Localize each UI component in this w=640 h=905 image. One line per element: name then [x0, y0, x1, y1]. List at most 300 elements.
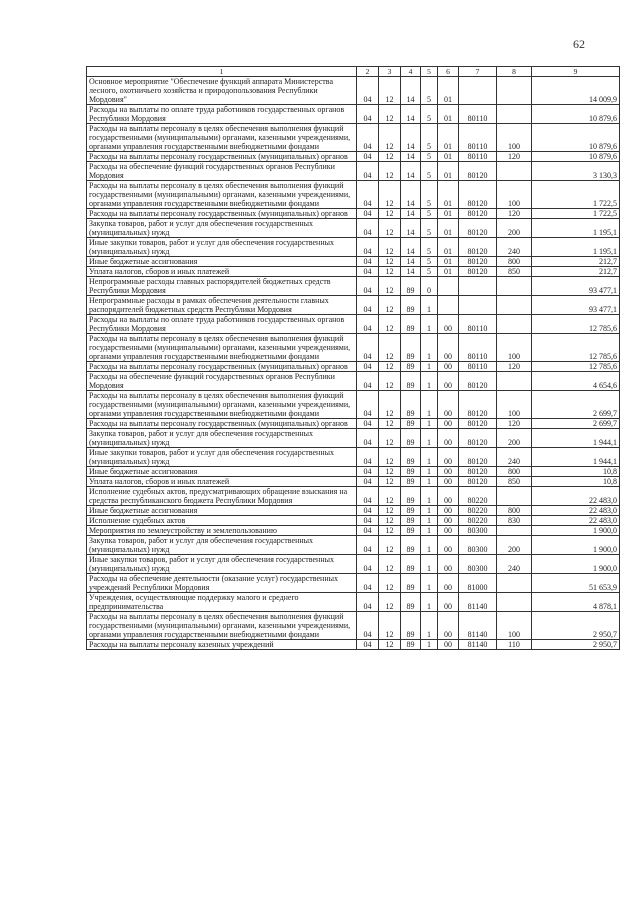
code-cell: 800	[497, 506, 532, 516]
code-cell: 14	[401, 267, 421, 277]
code-cell: 14	[401, 77, 421, 105]
code-cell: 80120	[459, 257, 497, 267]
code-cell: 80220	[459, 487, 497, 506]
amount-cell: 1 900,0	[532, 555, 620, 574]
column-header: 4	[401, 67, 421, 77]
code-cell: 01	[438, 105, 459, 124]
code-cell: 1	[421, 448, 438, 467]
code-cell: 00	[438, 506, 459, 516]
code-cell: 01	[438, 181, 459, 209]
amount-cell: 212,7	[532, 257, 620, 267]
code-cell: 14	[401, 162, 421, 181]
table-row	[87, 536, 620, 555]
code-cell: 12	[379, 152, 401, 162]
row-name-cell: Иные бюджетные ассигнования	[87, 506, 357, 516]
table-row	[87, 448, 620, 467]
row-name-cell: Расходы на выплаты персоналу государственных (муниципальных) органов	[87, 419, 357, 429]
code-cell: 12	[379, 105, 401, 124]
amount-cell: 1 900,0	[532, 536, 620, 555]
table-row	[87, 526, 620, 536]
code-cell: 04	[357, 526, 379, 536]
code-cell: 04	[357, 277, 379, 296]
table-row	[87, 362, 620, 372]
row-name-cell: Иные закупки товаров, работ и услуг для обеспечения государственных (муниципальных) нужд	[87, 555, 357, 574]
code-cell: 80220	[459, 516, 497, 526]
code-cell: 89	[401, 487, 421, 506]
table-row	[87, 506, 620, 516]
code-cell: 04	[357, 555, 379, 574]
code-cell: 12	[379, 296, 401, 315]
code-cell: 04	[357, 419, 379, 429]
code-cell: 80300	[459, 555, 497, 574]
code-cell: 240	[497, 238, 532, 257]
row-name-cell: Непрограммные расходы главных распорядителей бюджетных средств Республики Мордовия	[87, 277, 357, 296]
code-cell: 0	[421, 277, 438, 296]
code-cell: 1	[421, 612, 438, 640]
row-name-cell: Иные бюджетные ассигнования	[87, 257, 357, 267]
code-cell: 240	[497, 555, 532, 574]
code-cell: 1	[421, 477, 438, 487]
code-cell: 14	[401, 181, 421, 209]
table-row	[87, 181, 620, 209]
code-cell: 89	[401, 640, 421, 650]
column-header: 6	[438, 67, 459, 77]
code-cell: 5	[421, 162, 438, 181]
code-cell: 1	[421, 391, 438, 419]
code-cell: 240	[497, 448, 532, 467]
code-cell: 00	[438, 419, 459, 429]
column-header: 5	[421, 67, 438, 77]
code-cell: 00	[438, 477, 459, 487]
table-row	[87, 574, 620, 593]
amount-cell: 1 722,5	[532, 181, 620, 209]
amount-cell: 93 477,1	[532, 296, 620, 315]
amount-cell: 22 483,0	[532, 487, 620, 506]
code-cell: 12	[379, 315, 401, 334]
code-cell	[497, 574, 532, 593]
table-row	[87, 372, 620, 391]
code-cell: 01	[438, 152, 459, 162]
table-row	[87, 105, 620, 124]
code-cell: 1	[421, 516, 438, 526]
code-cell: 01	[438, 209, 459, 219]
code-cell: 04	[357, 467, 379, 477]
code-cell: 01	[438, 238, 459, 257]
code-cell: 01	[438, 257, 459, 267]
code-cell: 5	[421, 152, 438, 162]
code-cell: 80300	[459, 526, 497, 536]
code-cell: 14	[401, 209, 421, 219]
code-cell: 80120	[459, 238, 497, 257]
table-row	[87, 219, 620, 238]
code-cell: 89	[401, 429, 421, 448]
row-name-cell: Расходы на выплаты персоналу казенных учреждений	[87, 640, 357, 650]
code-cell: 00	[438, 487, 459, 506]
amount-cell: 212,7	[532, 267, 620, 277]
table-row	[87, 277, 620, 296]
code-cell	[497, 372, 532, 391]
code-cell: 04	[357, 391, 379, 419]
code-cell: 00	[438, 593, 459, 612]
code-cell: 100	[497, 612, 532, 640]
amount-cell: 1 195,1	[532, 219, 620, 238]
code-cell: 1	[421, 526, 438, 536]
code-cell: 00	[438, 448, 459, 467]
code-cell: 12	[379, 506, 401, 516]
code-cell: 80120	[459, 419, 497, 429]
code-cell: 5	[421, 124, 438, 152]
amount-cell: 2 950,7	[532, 640, 620, 650]
amount-cell: 22 483,0	[532, 516, 620, 526]
row-name-cell: Расходы на выплаты по оплате труда работников государственных органов Республики Мордовия	[87, 315, 357, 334]
table-row	[87, 555, 620, 574]
code-cell: 00	[438, 391, 459, 419]
code-cell: 89	[401, 448, 421, 467]
amount-cell: 12 785,6	[532, 315, 620, 334]
code-cell: 04	[357, 506, 379, 516]
code-cell: 5	[421, 238, 438, 257]
table-row	[87, 516, 620, 526]
code-cell: 1	[421, 372, 438, 391]
code-cell: 1	[421, 362, 438, 372]
amount-cell: 14 009,9	[532, 77, 620, 105]
code-cell: 1	[421, 574, 438, 593]
code-cell: 5	[421, 105, 438, 124]
code-cell: 12	[379, 238, 401, 257]
code-cell: 12	[379, 162, 401, 181]
code-cell: 80120	[459, 219, 497, 238]
table-row	[87, 152, 620, 162]
code-cell: 12	[379, 334, 401, 362]
table-row	[87, 296, 620, 315]
code-cell: 80120	[459, 391, 497, 419]
code-cell: 80110	[459, 315, 497, 334]
code-cell: 89	[401, 277, 421, 296]
code-cell: 00	[438, 536, 459, 555]
table-row	[87, 640, 620, 650]
code-cell	[497, 77, 532, 105]
code-cell: 80120	[459, 429, 497, 448]
code-cell: 110	[497, 640, 532, 650]
amount-cell: 4 654,6	[532, 372, 620, 391]
amount-cell: 10 879,6	[532, 152, 620, 162]
code-cell: 04	[357, 124, 379, 152]
code-cell: 850	[497, 477, 532, 487]
code-cell: 04	[357, 536, 379, 555]
code-cell: 81140	[459, 612, 497, 640]
row-name-cell: Мероприятия по землеустройству и землепользованию	[87, 526, 357, 536]
amount-cell: 2 699,7	[532, 419, 620, 429]
code-cell: 89	[401, 593, 421, 612]
code-cell	[438, 296, 459, 315]
amount-cell: 12 785,6	[532, 362, 620, 372]
code-cell: 01	[438, 77, 459, 105]
column-header: 9	[532, 67, 620, 77]
code-cell: 00	[438, 555, 459, 574]
code-cell: 04	[357, 152, 379, 162]
code-cell: 5	[421, 267, 438, 277]
code-cell: 00	[438, 372, 459, 391]
table-row	[87, 429, 620, 448]
code-cell: 04	[357, 487, 379, 506]
code-cell: 80120	[459, 467, 497, 477]
table-row	[87, 162, 620, 181]
code-cell: 01	[438, 219, 459, 238]
code-cell: 12	[379, 555, 401, 574]
code-cell: 04	[357, 315, 379, 334]
code-cell: 12	[379, 419, 401, 429]
code-cell: 120	[497, 362, 532, 372]
code-cell: 800	[497, 257, 532, 267]
code-cell: 80120	[459, 448, 497, 467]
table-row	[87, 267, 620, 277]
code-cell: 200	[497, 536, 532, 555]
row-name-cell: Закупка товаров, работ и услуг для обеспечения государственных (муниципальных) нужд	[87, 429, 357, 448]
row-name-cell: Закупка товаров, работ и услуг для обеспечения государственных (муниципальных) нужд	[87, 219, 357, 238]
code-cell: 12	[379, 429, 401, 448]
amount-cell: 2 950,7	[532, 612, 620, 640]
amount-cell: 4 878,1	[532, 593, 620, 612]
code-cell: 89	[401, 516, 421, 526]
row-name-cell: Расходы на обеспечение функций государственных органов Республики Мордовия	[87, 372, 357, 391]
code-cell: 00	[438, 526, 459, 536]
code-cell: 89	[401, 296, 421, 315]
amount-cell: 1 195,1	[532, 238, 620, 257]
code-cell: 04	[357, 334, 379, 362]
code-cell: 89	[401, 555, 421, 574]
code-cell: 14	[401, 124, 421, 152]
code-cell: 80120	[459, 372, 497, 391]
code-cell: 12	[379, 391, 401, 419]
row-name-cell: Уплата налогов, сборов и иных платежей	[87, 267, 357, 277]
code-cell: 04	[357, 516, 379, 526]
code-cell	[497, 105, 532, 124]
code-cell: 00	[438, 516, 459, 526]
code-cell: 14	[401, 257, 421, 267]
code-cell: 89	[401, 391, 421, 419]
code-cell: 14	[401, 238, 421, 257]
table-header-row	[87, 67, 620, 77]
table-row	[87, 124, 620, 152]
code-cell: 01	[438, 162, 459, 181]
code-cell: 12	[379, 277, 401, 296]
code-cell: 1	[421, 419, 438, 429]
code-cell: 00	[438, 362, 459, 372]
code-cell: 120	[497, 209, 532, 219]
code-cell: 04	[357, 219, 379, 238]
code-cell: 81140	[459, 593, 497, 612]
column-header: 1	[87, 67, 357, 77]
code-cell: 04	[357, 162, 379, 181]
code-cell: 1	[421, 296, 438, 315]
code-cell: 12	[379, 574, 401, 593]
amount-cell: 10,8	[532, 467, 620, 477]
row-name-cell: Иные закупки товаров, работ и услуг для обеспечения государственных (муниципальных) нужд	[87, 448, 357, 467]
code-cell: 04	[357, 257, 379, 267]
code-cell: 00	[438, 467, 459, 477]
code-cell: 200	[497, 429, 532, 448]
amount-cell: 10,8	[532, 477, 620, 487]
row-name-cell: Расходы на выплаты персоналу государственных (муниципальных) органов	[87, 362, 357, 372]
code-cell: 120	[497, 152, 532, 162]
code-cell	[497, 487, 532, 506]
code-cell: 200	[497, 219, 532, 238]
code-cell: 04	[357, 477, 379, 487]
row-name-cell: Уплата налогов, сборов и иных платежей	[87, 477, 357, 487]
code-cell: 81000	[459, 574, 497, 593]
row-name-cell: Расходы на выплаты персоналу в целях обеспечения выполнения функций государственными (муниципальными) органами, казенными учреждениями, органами управления государственными внебюджетными фондами	[87, 391, 357, 419]
code-cell: 04	[357, 267, 379, 277]
column-header: 7	[459, 67, 497, 77]
amount-cell: 1 944,1	[532, 448, 620, 467]
code-cell: 01	[438, 124, 459, 152]
table-row	[87, 612, 620, 640]
code-cell: 04	[357, 574, 379, 593]
table-row	[87, 467, 620, 477]
row-name-cell: Иные бюджетные ассигнования	[87, 467, 357, 477]
code-cell: 81140	[459, 640, 497, 650]
code-cell: 80120	[459, 209, 497, 219]
code-cell: 1	[421, 555, 438, 574]
code-cell: 5	[421, 181, 438, 209]
code-cell: 89	[401, 506, 421, 516]
code-cell: 80110	[459, 105, 497, 124]
code-cell: 89	[401, 467, 421, 477]
code-cell	[497, 296, 532, 315]
code-cell: 89	[401, 477, 421, 487]
code-cell: 00	[438, 429, 459, 448]
table-row	[87, 334, 620, 362]
code-cell: 12	[379, 487, 401, 506]
code-cell: 04	[357, 640, 379, 650]
row-name-cell: Исполнение судебных актов, предусматривающих обращение взыскания на средства республиканского бюджета Республики Мордовия	[87, 487, 357, 506]
code-cell: 12	[379, 516, 401, 526]
code-cell	[497, 593, 532, 612]
row-name-cell: Расходы на выплаты персоналу в целях обеспечения выполнения функций государственными (муниципальными) органами, казенными учреждениями, органами управления государственными внебюджетными фондами	[87, 124, 357, 152]
code-cell: 1	[421, 640, 438, 650]
code-cell	[459, 277, 497, 296]
code-cell: 12	[379, 612, 401, 640]
code-cell: 80120	[459, 181, 497, 209]
code-cell: 5	[421, 257, 438, 267]
table-row	[87, 315, 620, 334]
row-name-cell: Непрограммные расходы в рамках обеспечения деятельности главных распорядителей бюджетных средств Республики Мордовия	[87, 296, 357, 315]
code-cell	[497, 315, 532, 334]
code-cell	[497, 162, 532, 181]
row-name-cell: Расходы на обеспечение деятельности (оказание услуг) государственных учреждений Республики Мордовия	[87, 574, 357, 593]
code-cell: 04	[357, 362, 379, 372]
code-cell: 5	[421, 77, 438, 105]
code-cell: 89	[401, 419, 421, 429]
row-name-cell: Исполнение судебных актов	[87, 516, 357, 526]
code-cell: 1	[421, 487, 438, 506]
table-row	[87, 477, 620, 487]
amount-cell: 3 130,3	[532, 162, 620, 181]
row-name-cell: Закупка товаров, работ и услуг для обеспечения государственных (муниципальных) нужд	[87, 536, 357, 555]
code-cell: 12	[379, 124, 401, 152]
code-cell: 14	[401, 152, 421, 162]
code-cell: 12	[379, 267, 401, 277]
table-row	[87, 238, 620, 257]
code-cell: 01	[438, 267, 459, 277]
code-cell: 1	[421, 334, 438, 362]
code-cell: 89	[401, 315, 421, 334]
budget-table	[86, 66, 620, 650]
code-cell: 1	[421, 536, 438, 555]
code-cell: 120	[497, 419, 532, 429]
code-cell: 12	[379, 257, 401, 267]
code-cell: 80300	[459, 536, 497, 555]
row-name-cell: Расходы на выплаты персоналу в целях обеспечения выполнения функций государственными (муниципальными) органами, казенными учреждениями, органами управления государственными внебюджетными фондами	[87, 334, 357, 362]
row-name-cell: Учреждения, осуществляющие поддержку малого и среднего предпринимательства	[87, 593, 357, 612]
code-cell: 12	[379, 372, 401, 391]
code-cell	[438, 277, 459, 296]
table-row	[87, 419, 620, 429]
code-cell: 04	[357, 105, 379, 124]
row-name-cell: Расходы на выплаты персоналу государственных (муниципальных) органов	[87, 152, 357, 162]
code-cell: 12	[379, 209, 401, 219]
column-header: 3	[379, 67, 401, 77]
code-cell: 00	[438, 334, 459, 362]
code-cell: 5	[421, 209, 438, 219]
row-name-cell: Расходы на выплаты персоналу в целях обеспечения выполнения функций государственными (муниципальными) органами, казенными учреждениями, органами управления государственными внебюджетными фондами	[87, 181, 357, 209]
code-cell: 80110	[459, 362, 497, 372]
table-row	[87, 391, 620, 419]
code-cell: 12	[379, 593, 401, 612]
table-row	[87, 209, 620, 219]
code-cell: 00	[438, 315, 459, 334]
code-cell: 14	[401, 105, 421, 124]
code-cell: 850	[497, 267, 532, 277]
row-name-cell: Основное мероприятие "Обеспечение функций аппарата Министерства лесного, охотничьего хозяйства и природопользования Республики Мордовия"	[87, 77, 357, 105]
row-name-cell: Расходы на выплаты персоналу в целях обеспечения выполнения функций государственными (муниципальными) органами, казенными учреждениями, органами управления государственными внебюджетными фондами	[87, 612, 357, 640]
code-cell	[459, 77, 497, 105]
row-name-cell: Расходы на выплаты по оплате труда работников государственных органов Республики Мордовия	[87, 105, 357, 124]
code-cell: 89	[401, 574, 421, 593]
amount-cell: 1 722,5	[532, 209, 620, 219]
code-cell: 04	[357, 448, 379, 467]
code-cell: 80110	[459, 124, 497, 152]
code-cell: 12	[379, 181, 401, 209]
code-cell: 12	[379, 362, 401, 372]
amount-cell: 10 879,6	[532, 124, 620, 152]
column-header: 8	[497, 67, 532, 77]
code-cell	[497, 526, 532, 536]
code-cell: 80120	[459, 477, 497, 487]
amount-cell: 93 477,1	[532, 277, 620, 296]
code-cell: 12	[379, 640, 401, 650]
code-cell: 12	[379, 219, 401, 238]
code-cell: 89	[401, 612, 421, 640]
code-cell: 80110	[459, 334, 497, 362]
table-row	[87, 593, 620, 612]
code-cell: 12	[379, 526, 401, 536]
table-row	[87, 77, 620, 105]
code-cell: 12	[379, 477, 401, 487]
code-cell: 1	[421, 593, 438, 612]
amount-cell: 1 944,1	[532, 429, 620, 448]
code-cell: 89	[401, 334, 421, 362]
amount-cell: 51 653,9	[532, 574, 620, 593]
column-header: 2	[357, 67, 379, 77]
code-cell	[497, 277, 532, 296]
code-cell: 5	[421, 219, 438, 238]
code-cell: 04	[357, 238, 379, 257]
code-cell: 1	[421, 315, 438, 334]
code-cell: 14	[401, 219, 421, 238]
code-cell: 04	[357, 593, 379, 612]
code-cell: 04	[357, 612, 379, 640]
